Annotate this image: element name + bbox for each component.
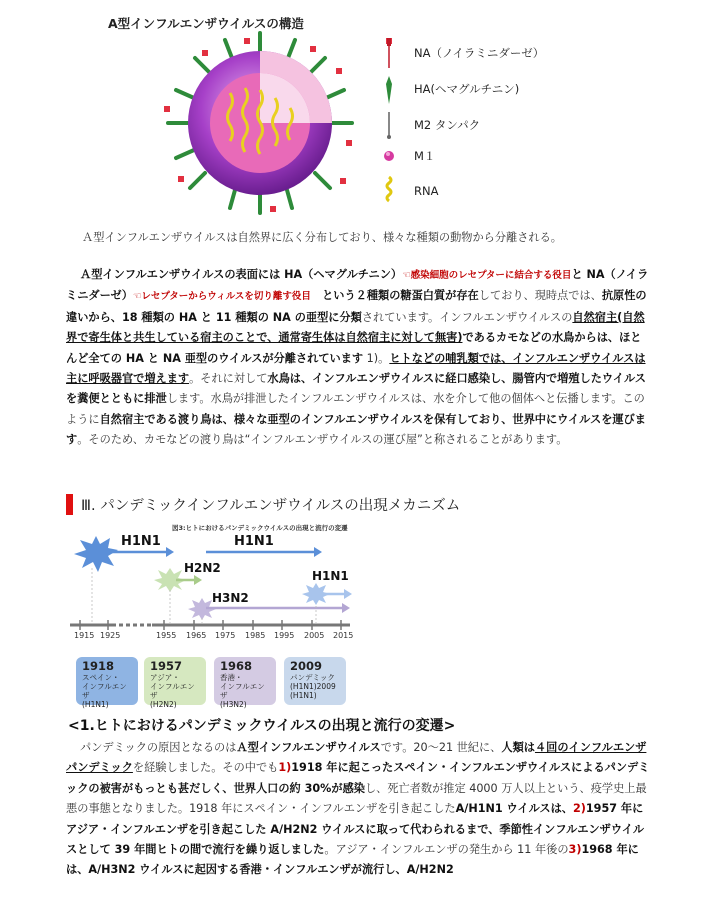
tick-label: 1965: [186, 631, 207, 640]
tick-label: 1915: [74, 631, 95, 640]
legend-label: NA（ノイラミニダーゼ）: [414, 46, 545, 60]
legend-ha: [384, 74, 519, 104]
figure-title: A型インフルエンザウイルスの構造: [108, 16, 304, 31]
tick-label: 1955: [156, 631, 177, 640]
legend-label: M2 タンパク: [414, 118, 481, 132]
m2-protein-icon: [384, 110, 394, 140]
section-marker: [66, 494, 73, 515]
m1-protein-icon: [384, 149, 394, 163]
tick-label: 1985: [245, 631, 266, 640]
legend-rna: [384, 176, 438, 206]
legend-label: RNA: [414, 184, 439, 198]
section-title: Ⅲ. パンデミックインフルエンザウイルスの出現メカニズム: [81, 498, 461, 514]
strain-label: H1N1: [234, 534, 274, 549]
paragraph-pandemic-history: パンデミックの原因となるのはＡ型インフルエンザウイルスです。20～21 世紀に、人類は４回のインフルエンザパンデミックを経験しました。その中でも1)1918 年に起こったスペイン・インフルエンザウイルスによるパンデミックの被害がもっとも甚だしく、世界人口の約 30%が感染し、死亡者数が推定 4000 万人以上という、疫学史上最悪の事態となりました。1918 年にスペイン・インフルエンザを引き起こしたA/H1N1 ウイルスは、2)1957 年にアジア・インフルエンザを引き起こした A/H2N2 ウイルスに取って代わられるまで、季節性インフルエンザウイルスとして 39 年間ヒトの間で流行を繰り返しました。アジア・インフルエンザの発生から 11 年後の3)1968 年には、A/H3N2 ウイルスに起因する香港・インフルエンザが流行し、A/H2N2: [66, 741, 650, 877]
legend-label: HA(ヘマグルチニン): [414, 82, 520, 96]
pandemic-card-1918: 1918 スペイン・ インフルエンザ (H1N1): [76, 657, 138, 705]
h1n1-1918-burst: [74, 536, 118, 572]
legend-m2: [384, 110, 480, 140]
legend-m1: [384, 148, 435, 164]
legend-label: M１: [414, 149, 436, 163]
paragraph-virus-structure: Ａ型インフルエンザウイルスの表面には HA（ヘマグルチニン）☜感染細胞のレセプターに結合する役目と NA（ノイラミニダーゼ）☜レセプターからウィルスを切り離す役目 という２種類の糖蛋白質が存在しており、現時点では、抗原性の違いから、18 種類の HA と 11 種類の NA の亜型に分類されています。インフルエンザウイルスの自然宿主(自然界で寄生体と共生している宿主のことで、通常寄生体は自然宿主に対して無害)であるカモなどの水鳥からは、ほとんど全ての HA と NA 亜型のウイルスが分離されています 1)。ヒトなどの哺乳類では、インフルエンザウイルスは主に呼吸器官で増えます。それに対して水鳥は、インフルエンザウイルスに経口感染し、腸管内で増殖したウイルスを糞便とともに排泄します。水鳥が排泄したインフルエンザウイルスは、水を介して他の個体へと伝播します。このように自然宿主である渡り鳥は、様々な亜型のインフルエンザウイルスを保有しており、世界中にウイルスを運びます。そのため、カモなどの渡り鳥は“インフルエンザウイルスの運び屋”と称されることがあります。: [66, 268, 649, 447]
tick-label: 1975: [215, 631, 236, 640]
rna-icon: [384, 176, 394, 206]
tick-label: 2005: [304, 631, 325, 640]
pandemic-card-2009: 2009 パンデミック (H1N1)2009 (H1N1): [284, 657, 346, 705]
strain-label: H1N1: [121, 534, 161, 549]
strain-label: H2N2: [184, 561, 221, 575]
figure-caption: Ａ型インフルエンザウイルスは自然界に広く分布しており、様々な種類の動物から分離される。: [82, 231, 562, 244]
section-heading: [66, 494, 460, 515]
subsection-title: <1.ヒトにおけるパンデミックウイルスの出現と流行の変遷>: [68, 718, 456, 734]
strain-label: H3N2: [212, 591, 249, 605]
virus-illustration: [150, 28, 370, 218]
tick-label: 1925: [100, 631, 121, 640]
tick-label: 2015: [333, 631, 354, 640]
legend-na: [384, 38, 544, 68]
timeline-chart: [66, 528, 356, 632]
pandemic-card-1968: 1968 香港・ インフルエンザ (H3N2): [214, 657, 276, 705]
tick-label: 1995: [274, 631, 295, 640]
na-spike-icon: [384, 38, 394, 68]
pandemic-card-1957: 1957 アジア・ インフルエンザ (H2N2): [144, 657, 206, 705]
timeline-title: 図3:ヒトにおけるパンデミックウイルスの出現と流行の変遷: [172, 524, 348, 532]
ha-spike-icon: [384, 74, 394, 104]
strain-label: H1N1: [312, 569, 349, 583]
